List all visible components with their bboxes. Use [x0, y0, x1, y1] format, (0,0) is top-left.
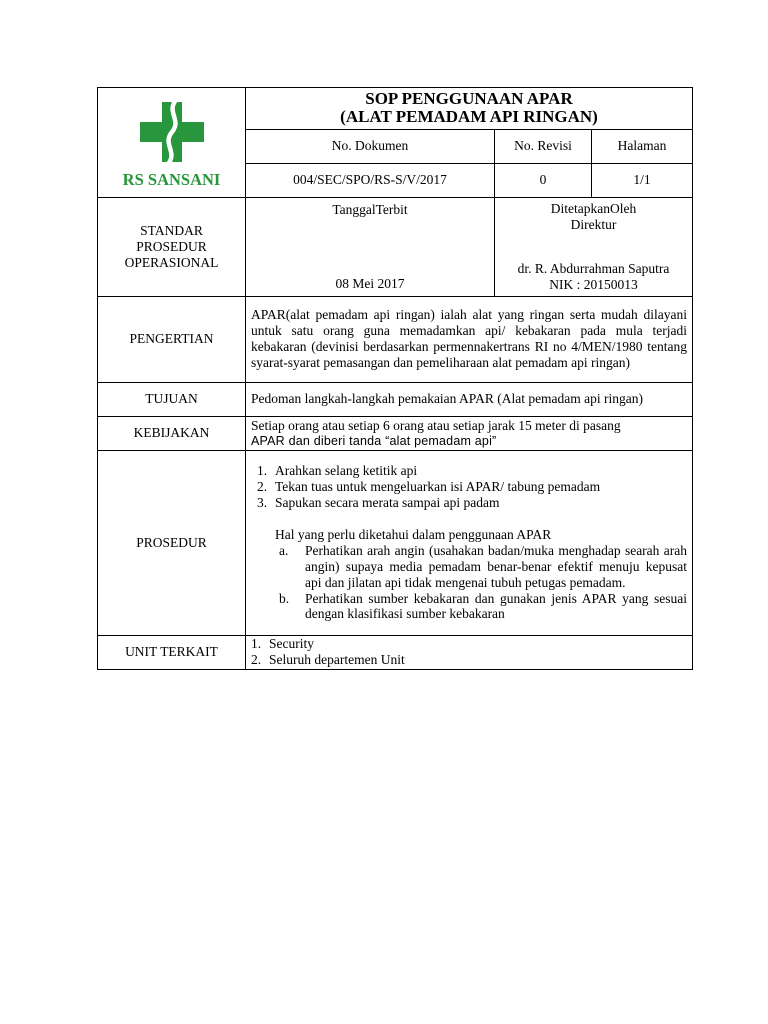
- sop-table: [97, 87, 693, 670]
- sop-document: [97, 87, 692, 670]
- title-line-1: SOP PENGGUNAAN APAR: [365, 89, 573, 108]
- tanggal-terbit-label: TanggalTerbit: [332, 201, 408, 217]
- unit-terkait-item: 2. Seluruh departemen Unit: [251, 652, 405, 668]
- director-nik: NIK : 20150013: [549, 276, 638, 292]
- spo-label-line-3: OPERASIONAL: [124, 254, 219, 270]
- logo-cell: [98, 88, 246, 198]
- prosedur-steps: [251, 463, 687, 511]
- prosedur-step: 3. Sapukan secara merata sampai api padam: [257, 494, 500, 510]
- prosedur-note-heading: Hal yang perlu diketahui dalam penggunaan APAR: [275, 526, 552, 542]
- no-dokumen-label: No. Dokumen: [246, 129, 495, 163]
- prosedur-note: b. Perhatikan sumber kebakaran dan gunakan jenis APAR yang sesuai dengan klasifikasi sumber kebakaran: [279, 590, 687, 622]
- tujuan-text: Pedoman langkah-langkah pemakaian APAR (Alat pemadam api ringan): [246, 382, 693, 416]
- prosedur-step: 2. Tekan tuas untuk mengeluarkan isi APAR/ tabung pemadam: [257, 478, 601, 494]
- unit-terkait-list: [251, 636, 687, 668]
- hospital-name: RS SANSANI: [122, 169, 221, 189]
- title-line-2: (ALAT PEMADAM API RINGAN): [340, 107, 598, 127]
- no-dokumen-value: 004/SEC/SPO/RS-S/V/2017: [246, 163, 495, 197]
- pengertian-text: APAR(alat pemadam api ringan) ialah alat yang ringan serta mudah dilayani untuk satu orang guna memadamkan api/ kebakaran pada mula terjadi kebakaran (devinisi berdasarkan permennakertrans RI no 4/MEN/1980 tentang syarat-syarat pemasangan dan pemeliharaan alat pemadam api ringan): [246, 296, 693, 382]
- prosedur-note: a. Perhatikan arah angin (usahakan badan/muka menghadap searah arah angin) supaya media pemadam benar-benar efektif menuju kepusat api dan jilatan api tidak mengenai tubuh petugas pemadam.: [279, 542, 687, 590]
- ditetapkan-oleh: DitetapkanOleh: [550, 200, 637, 216]
- tanggal-terbit-cell: [246, 197, 495, 296]
- unit-terkait-item: 1. Security: [251, 636, 314, 652]
- halaman-value: 1/1: [592, 163, 693, 197]
- halaman-label: Halaman: [592, 129, 693, 163]
- document-title: [246, 88, 693, 130]
- unit-terkait-content: [246, 635, 693, 669]
- spo-label-line-1: STANDAR: [140, 222, 203, 238]
- ditetapkan-cell: [495, 197, 693, 296]
- kebijakan-text-line-1: Setiap orang atau setiap 6 orang atau setiap jarak 15 meter di pasang: [251, 417, 621, 433]
- hospital-cross-logo-icon: [140, 102, 204, 162]
- director-name: dr. R. Abdurrahman Saputra: [517, 260, 670, 276]
- tanggal-terbit-value: 08 Mei 2017: [335, 275, 405, 291]
- unit-terkait-label: UNIT TERKAIT: [98, 635, 246, 669]
- kebijakan-text: [246, 416, 693, 450]
- direktur-title: Direktur: [570, 216, 617, 232]
- spo-label-line-2: PROSEDUR: [136, 238, 207, 254]
- prosedur-notes: [251, 543, 687, 623]
- prosedur-content: [246, 450, 693, 635]
- spo-label: [98, 197, 246, 296]
- no-revisi-label: No. Revisi: [495, 129, 592, 163]
- kebijakan-text-line-2: APAR dan diberi tanda “alat pemadam api”: [251, 433, 497, 448]
- prosedur-label: PROSEDUR: [98, 450, 246, 635]
- prosedur-step: 1. Arahkan selang ketitik api: [257, 463, 418, 479]
- no-revisi-value: 0: [495, 163, 592, 197]
- tujuan-label: TUJUAN: [98, 382, 246, 416]
- pengertian-label: PENGERTIAN: [98, 296, 246, 382]
- kebijakan-label: KEBIJAKAN: [98, 416, 246, 450]
